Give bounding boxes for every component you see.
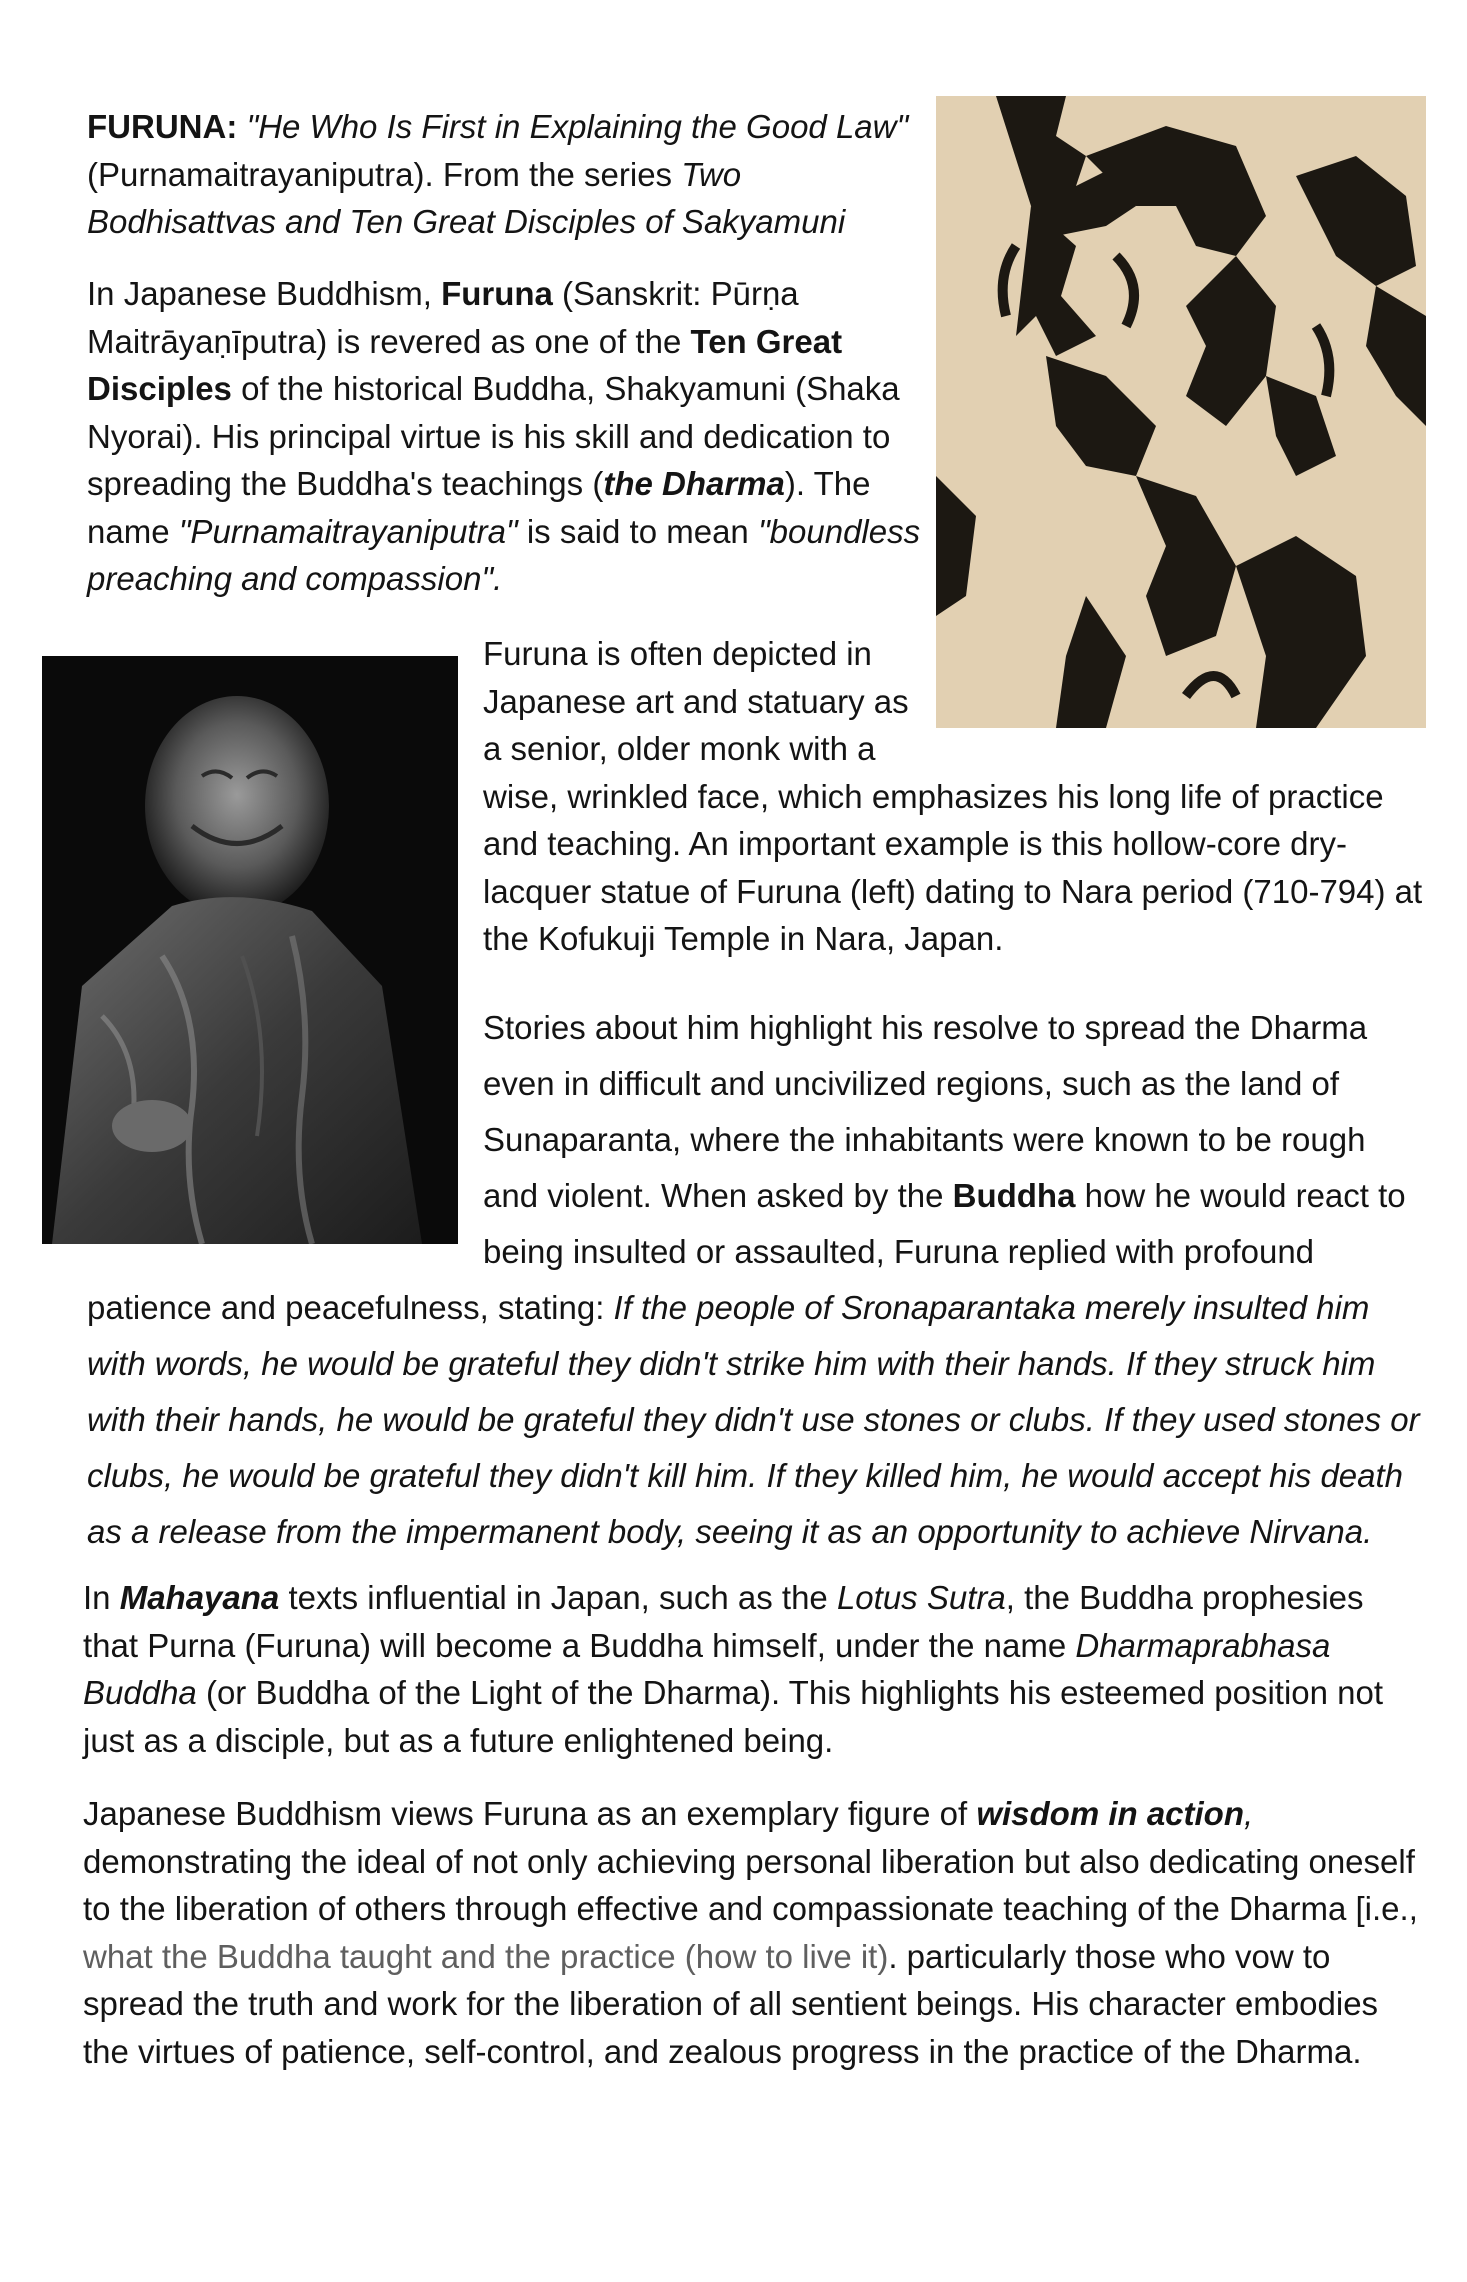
depiction-line: Japanese art and statuary as xyxy=(483,682,909,720)
mahayana-text: , the Buddha prophesies that Purna (Furuna) will become a Buddha himself, under the name xyxy=(83,1579,1364,1664)
mahayana-paragraph xyxy=(83,1574,1403,1764)
stories-line: being insulted or assaulted, Furuna replied with profound xyxy=(483,1233,1315,1270)
intro-bold-disciples: Ten Great Disciples xyxy=(87,322,843,407)
stories-line: and violent. When asked by the xyxy=(483,1177,953,1214)
stories-line: Stories about him highlight his resolve to spread the Dharma xyxy=(483,1009,1368,1046)
mahayana-bold: Mahayana xyxy=(119,1579,280,1616)
mahayana-text: (or Buddha of the Light of the Dharma). This highlights his esteemed position not just as a disciple, but as a future enlightened being. xyxy=(83,1674,1384,1759)
stories-line: even in difficult and uncivilized regions, such as the land of xyxy=(483,1065,1340,1102)
closing-gray-text: what the Buddha taught and the practice (how to live it) xyxy=(83,1937,889,1975)
lotus-sutra-title: Lotus Sutra xyxy=(836,1579,1006,1616)
depiction-line: a senior, older monk with a xyxy=(483,730,876,767)
intro-text-2: (Sanskrit: Pūrṇa Maitrāyaṇīputra) is revered as one of the xyxy=(87,275,799,360)
stories-line: patience and peacefulness, stating: xyxy=(87,1289,614,1326)
closing-text: demonstrating the ideal of not only achieving personal liberation but also dedicating oneself to the liberation of others through effective and compassionate teaching of the Dharma [i.e., xyxy=(83,1842,1418,1927)
buddha-name: Dharmaprabhasa Buddha xyxy=(83,1626,1331,1711)
depiction-line: wise, wrinkled face, which emphasizes his long life of practice xyxy=(483,777,1384,815)
stories-line: Sunaparanta, where the inhabitants were known to be rough xyxy=(483,1121,1366,1158)
mahayana-text: In xyxy=(83,1579,120,1616)
quote-line: with their hands, he would be grateful they didn't use stones or clubs. If they used stones or xyxy=(87,1401,1420,1438)
intro-paragraph xyxy=(87,270,922,603)
closing-bold: wisdom in action xyxy=(976,1795,1245,1832)
depiction-line: Furuna is often depicted in xyxy=(483,635,872,672)
stories-paragraph xyxy=(483,1000,1443,1280)
closing-text: . particularly those who vow to spread the truth and work for the liberation of all sentient beings. His character embodies the virtues of patience, self-control, and zealous progress in the practice of the Dharma. xyxy=(83,1937,1379,2070)
print-caption xyxy=(87,103,922,246)
caption-name: FURUNA: xyxy=(87,108,238,145)
stories-quote xyxy=(87,1280,1447,1560)
intro-text-3: of the historical Buddha, Shakyamuni (Shaka Nyorai). His principal virtue is his skill and dedication to spreading the Buddha's teachings ( xyxy=(87,370,900,502)
closing-paragraph xyxy=(83,1790,1423,2075)
quote-line: If the people of Sronaparantaka merely insulted him xyxy=(613,1289,1370,1326)
depiction-line: the Kofukuji Temple in Nara, Japan. xyxy=(483,920,1004,957)
mahayana-text: texts influential in Japan, such as the xyxy=(279,1579,837,1616)
intro-text-4: ). The name xyxy=(87,465,871,550)
stories-bold-buddha: Buddha xyxy=(952,1177,1076,1214)
closing-comma: , xyxy=(1244,1795,1254,1832)
stories-line: how he would react to xyxy=(1075,1177,1406,1214)
furuna-statue-photo xyxy=(42,656,458,1244)
caption-epithet: "He Who Is First in Explaining the Good Law" xyxy=(246,108,909,145)
closing-text: Japanese Buddhism views Furuna as an exemplary figure of xyxy=(83,1795,977,1832)
caption-series: Two Bodhisattvas and Ten Great Disciples of Sakyamuni xyxy=(87,155,846,240)
caption-sanskrit: (Purnamaitrayaniputra). From the series xyxy=(87,155,673,193)
quote-line: as a release from the impermanent body, seeing it as an opportunity to achieve Nirvana. xyxy=(87,1513,1373,1550)
intro-bold-dharma: the Dharma xyxy=(603,465,785,502)
quote-line: clubs, he would be grateful they didn't kill him. If they killed him, he would accept his death xyxy=(87,1457,1404,1494)
depiction-line: and teaching. An important example is this hollow-core dry- xyxy=(483,825,1347,862)
depiction-line: lacquer statue of Furuna (left) dating to Nara period (710-794) at xyxy=(483,872,1423,910)
intro-italic-name: "Purnamaitrayaniputra" xyxy=(178,512,518,550)
statue-photo-art xyxy=(42,656,458,1244)
intro-text-5: is said to mean xyxy=(517,512,758,550)
intro-bold-furuna: Furuna xyxy=(441,275,553,312)
quote-line: with words, he would be grateful they didn't strike him with their hands. If they struck him xyxy=(87,1345,1376,1382)
intro-italic-meaning: "boundless preaching and compassion". xyxy=(87,512,921,597)
depiction-paragraph xyxy=(483,630,1443,963)
intro-text-1: In Japanese Buddhism, xyxy=(87,275,442,312)
